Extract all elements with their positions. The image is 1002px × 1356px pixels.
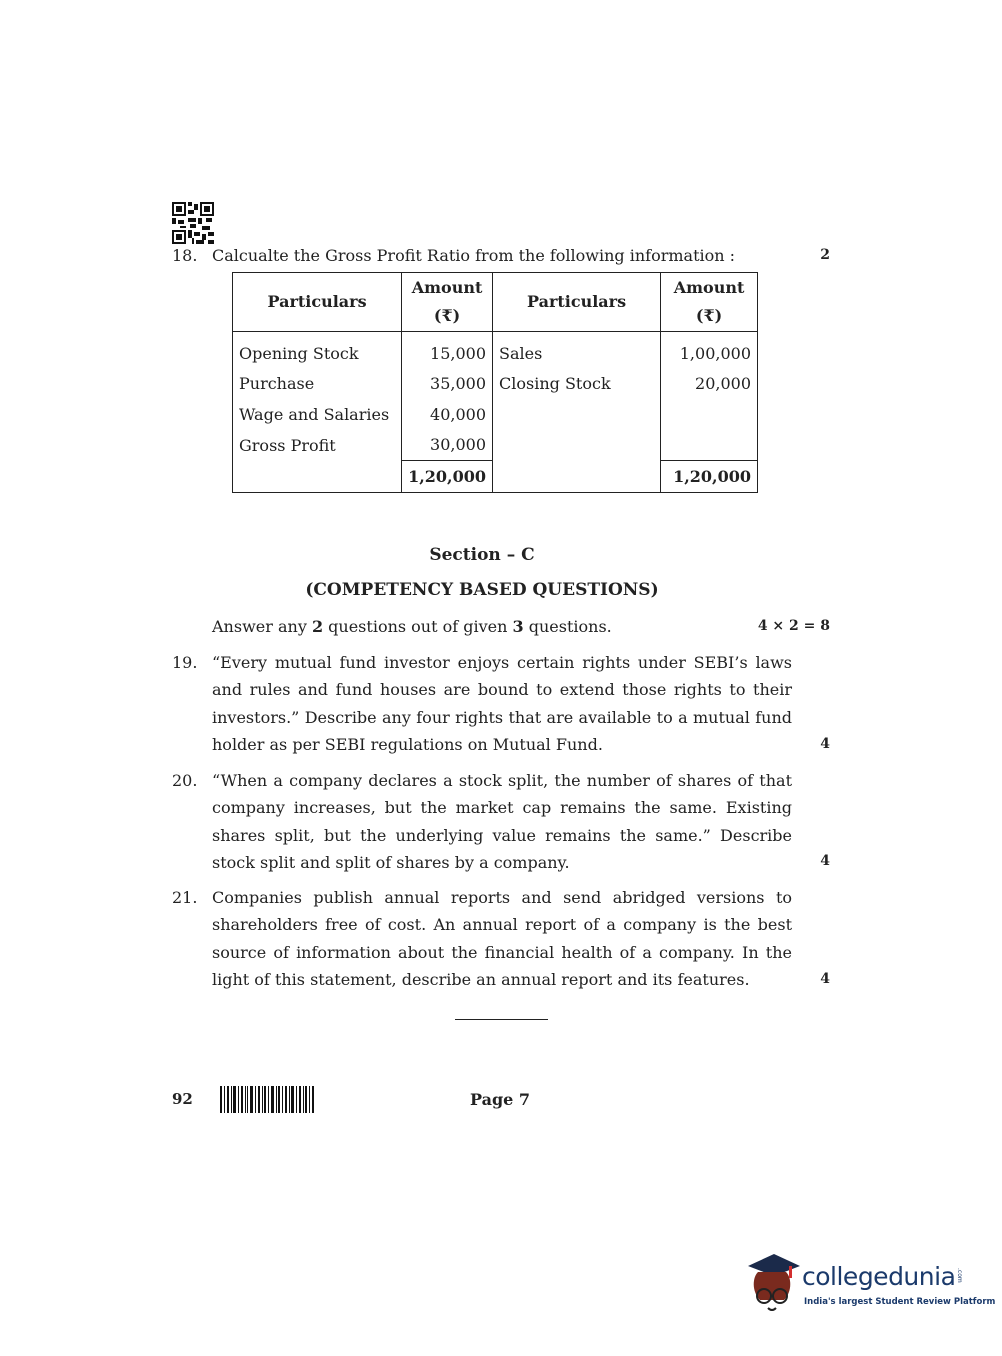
section-instruction: Answer any 2 questions out of given 3 questions. xyxy=(212,617,612,636)
cell: 30,000 xyxy=(402,430,493,461)
cell xyxy=(661,399,758,430)
trading-account-table xyxy=(232,272,758,493)
logo-tagline: India's largest Student Review Platform xyxy=(804,1297,996,1307)
cell: Purchase xyxy=(233,369,402,400)
question-21-number: 21. xyxy=(172,888,198,907)
question-18-text: Calcualte the Gross Profit Ratio from the following information : xyxy=(212,246,736,265)
logo-wordmark: collegedunia xyxy=(802,1262,956,1291)
cell xyxy=(233,461,402,493)
header-amount-right: Amount (₹) xyxy=(661,273,758,332)
cell: Opening Stock xyxy=(233,332,402,369)
cell: Gross Profit xyxy=(233,430,402,461)
question-20-marks: 4 xyxy=(820,853,830,869)
cell xyxy=(493,461,661,493)
table-row xyxy=(233,399,758,430)
section-marks: 4 × 2 = 8 xyxy=(757,618,830,634)
header-particulars-right: Particulars xyxy=(493,273,661,332)
question-21-marks: 4 xyxy=(820,971,830,987)
paper-code: 92 xyxy=(172,1090,193,1108)
cell: 35,000 xyxy=(402,369,493,400)
end-rule-divider xyxy=(455,1019,548,1020)
cell xyxy=(493,430,661,461)
cell: Wage and Salaries xyxy=(233,399,402,430)
cell: 40,000 xyxy=(402,399,493,430)
section-title: Section – C xyxy=(429,545,535,565)
page-number: Page 7 xyxy=(469,1090,531,1109)
table-total-row xyxy=(233,461,758,493)
question-20-number: 20. xyxy=(172,771,198,790)
table-row xyxy=(233,369,758,400)
question-19-number: 19. xyxy=(172,653,198,672)
collegedunia-logo[interactable] xyxy=(744,1252,996,1314)
question-20-text: “When a company declares a stock split, the number of shares of that company increases, but the market cap remains the same. Existing shares split, but the underlying value remains the same.” Describe stock split and split of shares by a company. xyxy=(212,771,792,872)
mascot-icon xyxy=(744,1252,802,1314)
table-row xyxy=(233,332,758,369)
cell: Sales xyxy=(493,332,661,369)
question-19-text: “Every mutual fund investor enjoys certain rights under SEBI’s laws and rules and fund houses are bound to extend those rights to their investors.” Describe any four rights that are available to a mutual fund holder as per SEBI regulations on Mutual Fund. xyxy=(212,653,792,754)
header-particulars-left: Particulars xyxy=(233,273,402,332)
total-left: 1,20,000 xyxy=(402,461,493,493)
cell: Closing Stock xyxy=(493,369,661,400)
question-21-text: Companies publish annual reports and send abridged versions to shareholders free of cost. An annual report of a company is the best source of information about the financial health of a company. In the light of this statement, describe an annual report and its features. xyxy=(212,888,792,989)
cell xyxy=(493,399,661,430)
barcode-icon xyxy=(220,1086,314,1113)
question-18-number: 18. xyxy=(172,246,198,265)
table-row xyxy=(233,430,758,461)
header-amount-left: Amount (₹) xyxy=(402,273,493,332)
total-right: 1,20,000 xyxy=(661,461,758,493)
logo-suffix: .com xyxy=(956,1268,963,1283)
qr-code-icon xyxy=(172,202,214,244)
question-18-marks: 2 xyxy=(820,247,830,263)
section-subtitle: (COMPETENCY BASED QUESTIONS) xyxy=(305,580,659,600)
cell: 1,00,000 xyxy=(661,332,758,369)
cell xyxy=(661,430,758,461)
question-19-marks: 4 xyxy=(820,736,830,752)
cell: 20,000 xyxy=(661,369,758,400)
table-header-row xyxy=(233,273,758,332)
cell: 15,000 xyxy=(402,332,493,369)
